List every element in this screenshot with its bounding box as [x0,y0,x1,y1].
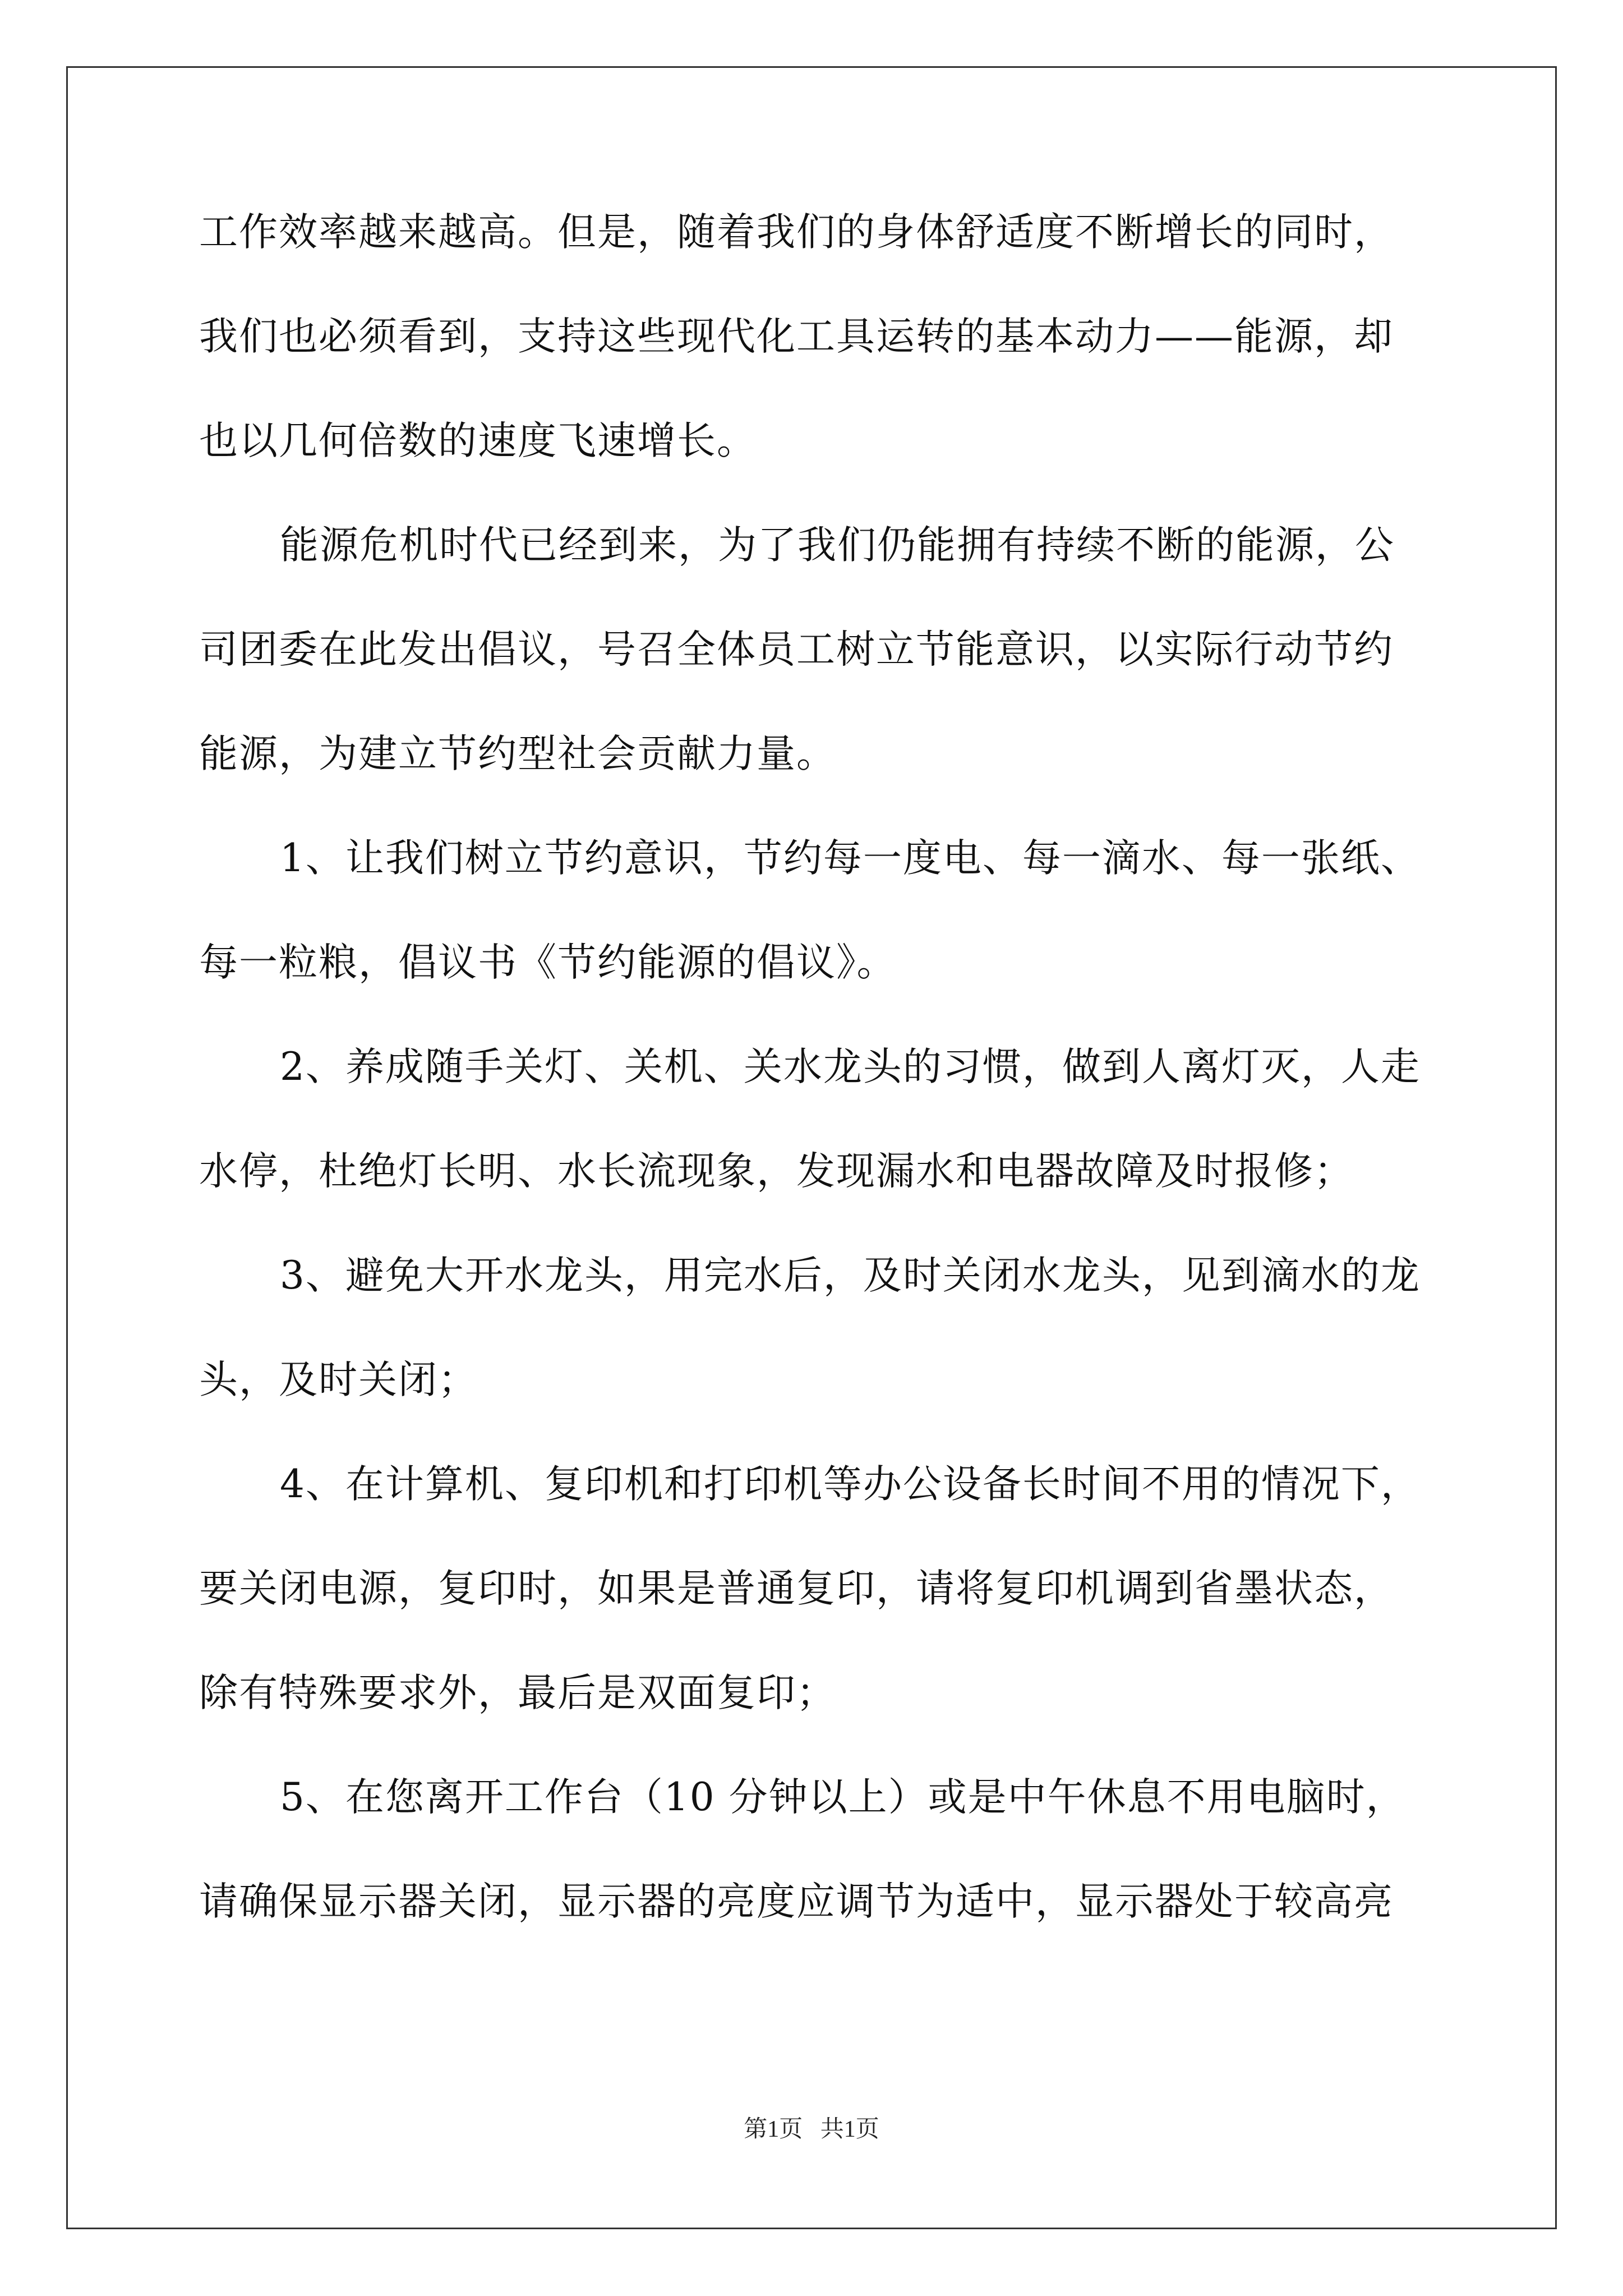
text-line: 每一粒粮，倡议书《节约能源的倡议》。 [199,940,897,985]
text-line: 工作效率越来越高。但是，随着我们的身体舒适度不断增长的同时， [199,210,1394,255]
text-line: 头，及时关闭； [199,1358,478,1402]
text-line: 我们也必须看到，支持这些现代化工具运转的基本动力——能源，却 [199,314,1394,359]
text-line: 请确保显示器关闭，显示器的亮度应调节为适中，显示器处于较高亮 [199,1879,1394,1924]
text-line: 水停，杜绝灯长明、水长流现象，发现漏水和电器故障及时报修； [199,1149,1354,1194]
list-item-3: 3、避免大开水龙头，用完水后，及时关闭水龙头，见到滴水的龙 [280,1253,1421,1298]
text-line: 能源，为建立节约型社会贡献力量。 [199,731,836,776]
page-number-footer: 第1页 共1页 [744,2116,879,2142]
list-item-4: 4、在计算机、复印机和打印机等办公设备长时间不用的情况下， [280,1462,1421,1507]
text-line: 除有特殊要求外，最后是双面复印； [199,1671,836,1715]
list-item-1: 1、让我们树立节约意识，节约每一度电、每一滴水、每一张纸、 [280,836,1421,881]
text-line: 司团委在此发出倡议，号召全体员工树立节能意识，以实际行动节约 [199,627,1394,672]
text-line: 要关闭电源，复印时，如果是普通复印，请将复印机调到省墨状态， [199,1566,1394,1611]
list-item-2: 2、养成随手关灯、关机、关水龙头的习惯，做到人离灯灭，人走 [280,1045,1421,1089]
document-body [199,210,1427,1987]
list-item-5: 5、在您离开工作台（10 分钟以上）或是中午休息不用电脑时， [280,1775,1406,1820]
text-line: 也以几何倍数的速度飞速增长。 [199,418,757,463]
paragraph-start-line: 能源危机时代已经到来，为了我们仍能拥有持续不断的能源，公 [280,523,1395,568]
